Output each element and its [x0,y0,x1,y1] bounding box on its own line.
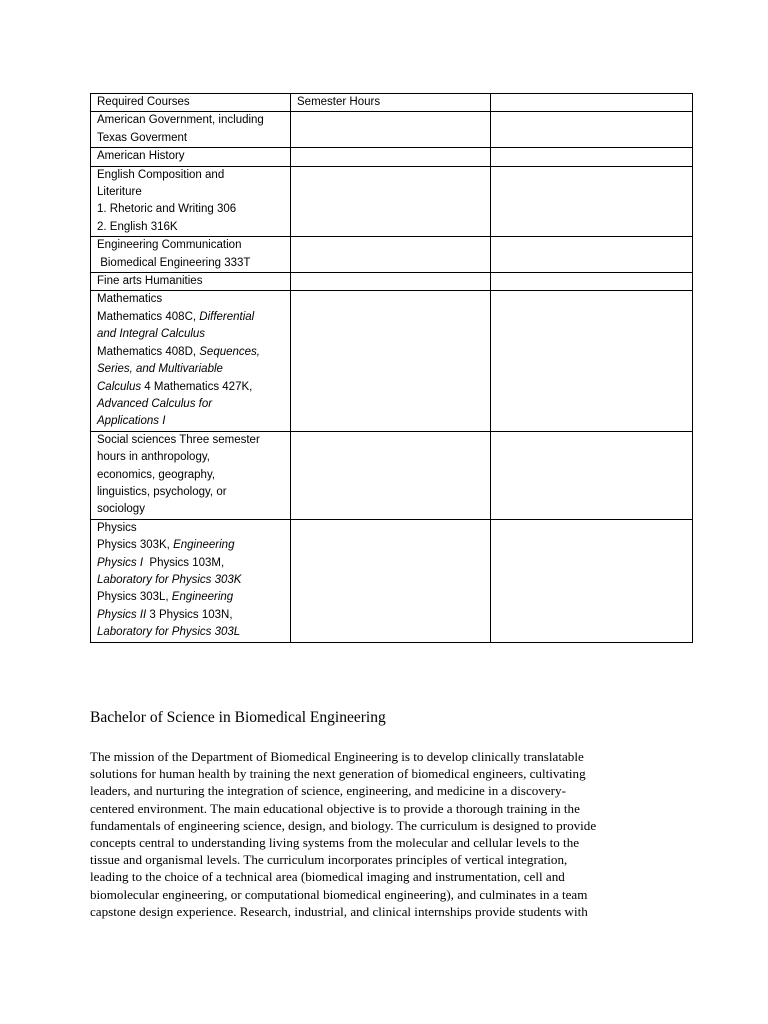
course-line [97,624,284,641]
course-line [97,184,284,201]
course-line [97,273,284,290]
paragraph-line: centered environment. The main educational objective is to provide a thorough training in the [90,800,580,816]
semester-hours-cell [291,166,491,237]
blank-cell [491,291,693,431]
blank-cell [491,112,693,148]
table-row [91,112,693,148]
course-line [97,607,284,624]
course-line [97,326,284,343]
table-row [91,519,693,642]
course-text: 3 Physics 103N, [146,608,233,621]
course-line [97,396,284,413]
section-heading: Bachelor of Science in Biomedical Engineering [90,709,386,726]
course-cell [91,431,291,519]
course-text: linguistics, psychology, or [97,485,227,498]
course-line [97,379,284,396]
table-header-row [91,94,693,112]
required-courses-table [90,93,693,643]
blank-cell [491,273,693,291]
course-text: and Integral Calculus [97,328,206,341]
course-line [97,555,284,572]
course-text: Differential [199,310,255,323]
course-line [97,344,284,361]
course-line [97,201,284,218]
course-line [97,237,284,254]
semester-hours-cell [291,291,491,431]
blank-cell [491,431,693,519]
course-text: Physics I [97,556,144,569]
table-row [91,291,693,431]
table-row [91,148,693,166]
course-text: Biomedical Engineering 333T [97,256,251,269]
course-text: hours in anthropology, [97,451,210,464]
course-text: Laboratory for Physics 303L [97,626,241,639]
course-line [97,537,284,554]
course-line [97,361,284,378]
blank-cell [491,166,693,237]
course-text: English Composition and [97,168,225,181]
course-cell [91,112,291,148]
blank-cell [491,519,693,642]
course-text: Social sciences Three semester [97,433,260,446]
course-text: Applications I [97,415,166,428]
section-paragraph [90,748,690,920]
course-line [97,432,284,449]
course-cell [91,166,291,237]
course-text: Engineering [173,539,235,552]
course-line [97,167,284,184]
semester-hours-cell [291,519,491,642]
course-text: Engineering [171,591,234,604]
course-line [97,467,284,484]
course-line [97,291,284,308]
blank-cell [491,237,693,273]
course-cell [91,291,291,431]
course-text: Physics II [97,608,147,621]
course-text: 2. English 316K [97,220,178,233]
course-line [97,449,284,466]
semester-hours-cell [291,112,491,148]
course-text: Laboratory for Physics 303K [97,573,242,586]
course-line [97,309,284,326]
course-cell [91,237,291,273]
table-body [91,94,693,643]
course-line [97,572,284,589]
blank-cell [491,148,693,166]
course-line [97,501,284,518]
paragraph-line: solutions for human health by training the next generation of biomedical engineers, cultivating [90,766,586,782]
paragraph-line: fundamentals of engineering science, design, and biology. The curriculum is designed to provide [90,817,597,833]
course-line [97,112,284,129]
course-text: Mathematics 408C, [97,310,200,323]
semester-hours-cell [291,237,491,273]
course-line [97,589,284,606]
course-text: Sequences, [199,345,261,358]
course-text: American History [97,150,185,163]
course-line [97,130,284,147]
course-line [97,484,284,501]
table-row [91,273,693,291]
table-row [91,166,693,237]
course-text: Texas Goverment [97,131,188,144]
header-blank [491,94,693,112]
course-line [97,520,284,537]
course-text: Calculus [97,380,142,393]
course-text: Mathematics [97,293,163,306]
course-cell [91,273,291,291]
paragraph-line: concepts central to understanding living systems from the molecular and cellular levels to the [90,835,580,851]
course-text: 1. Rhetoric and Writing 306 [97,203,237,216]
course-line [97,255,284,272]
paragraph-line: biomolecular engineering, or computational biomedical engineering), and culminates in a team [90,886,588,902]
course-text: 4 Mathematics 427K, [141,380,253,393]
table-row [91,237,693,273]
header-semester-hours: Semester Hours [291,94,491,112]
course-cell [91,519,291,642]
course-line [97,219,284,236]
course-text: Engineering Communication [97,239,242,252]
semester-hours-cell [291,273,491,291]
course-text: economics, geography, [97,468,216,481]
course-text: Physics 103M, [143,556,225,569]
course-text: Literiture [97,186,142,199]
course-text: sociology [97,503,145,516]
paragraph-line: leaders, and nurturing the integration of science, engineering, and medicine in a discovery- [90,783,566,799]
semester-hours-cell [291,431,491,519]
paragraph-line: capstone design experience. Research, industrial, and clinical internships provide students with [90,903,588,919]
course-text: Physics 303K, [97,539,174,552]
course-text: Mathematics 408D, [97,345,200,358]
course-text: American Government, including [97,114,264,127]
course-cell [91,148,291,166]
course-text: Fine arts Humanities [97,275,203,288]
course-line [97,413,284,430]
paragraph-line: leading to the choice of a technical area (biomedical imaging and instrumentation, cell and [90,869,565,885]
course-line [97,148,284,165]
course-text: Series, and Multivariable [97,363,223,376]
course-text: Advanced Calculus for [97,397,213,410]
semester-hours-cell [291,148,491,166]
header-required-courses: Required Courses [91,94,291,112]
table-row [91,431,693,519]
paragraph-line: The mission of the Department of Biomedical Engineering is to develop clinically translatable [90,749,584,764]
paragraph-line: tissue and organismal levels. The curriculum incorporates principles of vertical integration, [90,852,568,868]
course-text: Physics 303L, [97,591,172,604]
course-text: Physics [97,521,137,534]
